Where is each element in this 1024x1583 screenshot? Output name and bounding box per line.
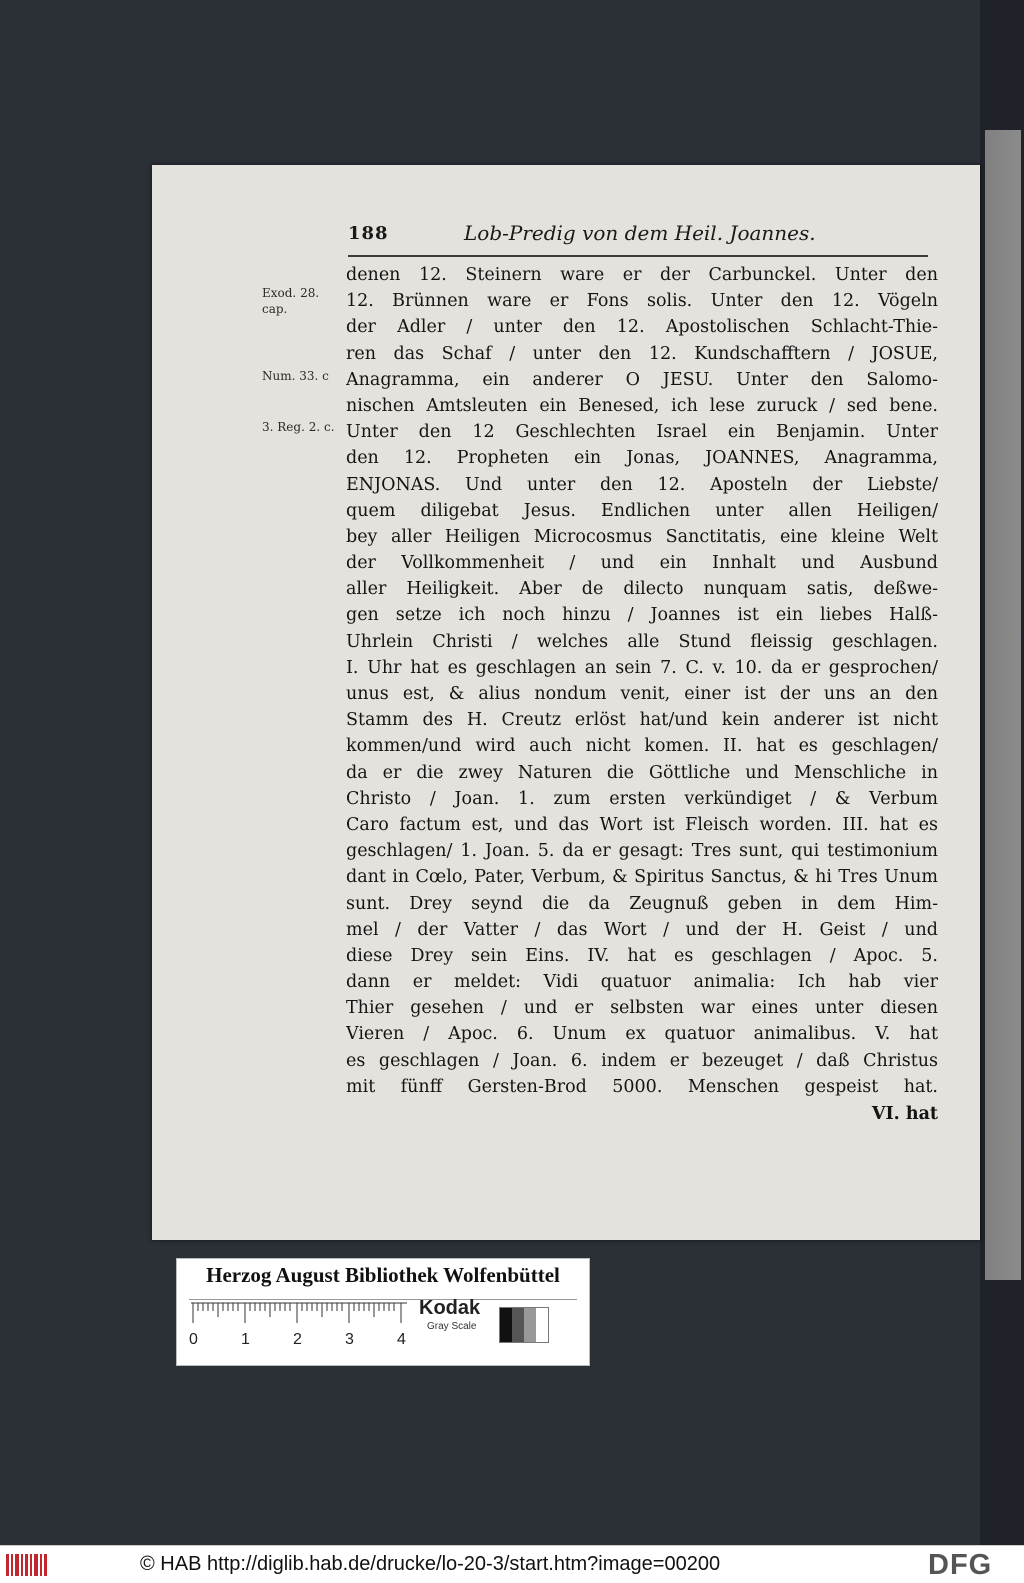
gray-scale-swatches [499,1307,549,1343]
ruler-label: 1 [241,1331,250,1348]
margin-note-reges: 3. Reg. 2. c. [262,420,335,434]
footer-bar [0,1545,1024,1583]
text-line: Stamm des H. Creutz erlöst hat/und kein anderer ist nicht [346,710,938,731]
gray-swatch [524,1308,536,1342]
adjacent-page-edge [985,130,1021,1280]
catchword: VI. hat [871,1104,938,1124]
text-line: Thier gesehen / und er selbsten war eines unter diesen [346,998,938,1019]
margin-note-numbers: Num. 33. c [262,369,329,383]
text-line: den 12. Propheten ein Jonas, JOANNES, Anagramma, [346,448,938,469]
text-line: Christo / Joan. 1. zum ersten verkündiget / & Verbum [346,788,938,809]
dfg-logo: DFG [928,1549,993,1581]
barcode-icon [6,1552,48,1578]
kodak-brand: Kodak [419,1297,481,1319]
text-line: gen setze ich noch hinzu / Joannes ist ein liebes Halß- [346,605,938,626]
text-line: 12. Brünnen ware er Fons solis. Unter den 12. Vögeln [346,291,938,312]
text-line: quem diligebat Jesus. Endlichen unter allen Heiligen/ [346,500,938,521]
text-line: kommen/und wird auch nicht komen. II. hat es geschlagen/ [346,736,938,757]
text-line: denen 12. Steinern ware er der Carbunckel. Unter den [346,265,938,285]
ruler-label: 4 [397,1331,406,1348]
text-line: Vieren / Apoc. 6. Unum ex quatuor animalibus. V. hat [346,1024,938,1045]
text-line: bey aller Heiligen Microcosmus Sanctitatis, eine kleine Welt [346,526,938,547]
text-line: unus est, & alius nondum venit, einer ist der uns an den [346,684,938,704]
page-number: 188 [348,223,389,244]
ruler-label: 0 [189,1331,198,1348]
ruler-label: 2 [293,1331,302,1348]
text-line: I. Uhr hat es geschlagen an sein 7. C. v. 10. da er gesprochen/ [346,657,938,678]
text-line: diese Drey sein Eins. IV. hat es geschlagen / Apoc. 5. [346,945,938,966]
library-name: Herzog August Bibliothek Wolfenbüttel [206,1263,560,1287]
gray-swatch [512,1308,524,1342]
text-line: der Vollkommenheit / und ein Innhalt und Ausbund [346,553,938,574]
margin-note-exodus: Exod. 28. cap. [262,286,320,316]
text-line: dann er meldet: Vidi quatuor animalia: Ich hab vier [346,972,938,993]
body-text [346,262,938,1128]
text-line: ren das Schaf / unter den 12. Kundschafftern / JOSUE, [346,343,938,364]
library-color-card [176,1258,590,1366]
text-line: dant in Cœlo, Pater, Verbum, & Spiritus Sanctus, & hi Tres Unum [346,867,938,888]
text-line: da er die zwey Naturen die Göttliche und Menschliche in [346,762,938,783]
text-line: geschlagen/ 1. Joan. 5. da er gesagt: Tres sunt, qui testimonium [346,841,938,862]
text-line: aller Heiligkeit. Aber de dilecto nunquam satis, deßwe- [346,579,938,600]
ruler-label: 3 [345,1331,354,1348]
running-head [348,215,928,257]
text-line: Anagramma, ein anderer O JESU. Unter den Salomo- [346,369,938,390]
text-line: Caro factum est, und das Wort ist Fleisch worden. III. hat es [346,814,938,835]
book-page [152,165,980,1240]
text-line: es geschlagen / Joan. 6. indem er bezeuget / daß Christus [346,1050,938,1071]
ruler-icon [191,1301,409,1327]
text-line: mel / der Vatter / das Wort / und der H. Geist / und [346,919,938,940]
text-line: nischen Amtsleuten ein Benesed, ich lese zuruck / sed bene. [346,395,938,416]
text-line: sunt. Drey seynd die da Zeugnuß geben in dem Him- [346,893,938,914]
text-line: ENJONAS. Und unter den 12. Aposteln der Liebste/ [346,474,938,495]
gray-swatch [536,1308,548,1342]
text-line: Uhrlein Christi / welches alle Stund fleissig geschlagen. [346,631,938,652]
text-line: der Adler / unter den 12. Apostolischen Schlacht-Thie- [346,317,938,338]
kodak-subtitle: Gray Scale [427,1321,477,1332]
ruler-labels [185,1331,405,1351]
running-title: Lob-Predig von dem Heil. Joannes. [464,221,816,245]
text-line: mit fünff Gersten-Brod 5000. Menschen gespeist hat. [346,1076,938,1097]
card-divider [189,1299,577,1300]
gray-swatch [500,1308,512,1342]
text-line: Unter den 12 Geschlechten Israel ein Benjamin. Unter [346,422,938,443]
copyright-link[interactable]: © HAB http://diglib.hab.de/drucke/lo-20-3/start.htm?image=00200 [140,1553,721,1575]
